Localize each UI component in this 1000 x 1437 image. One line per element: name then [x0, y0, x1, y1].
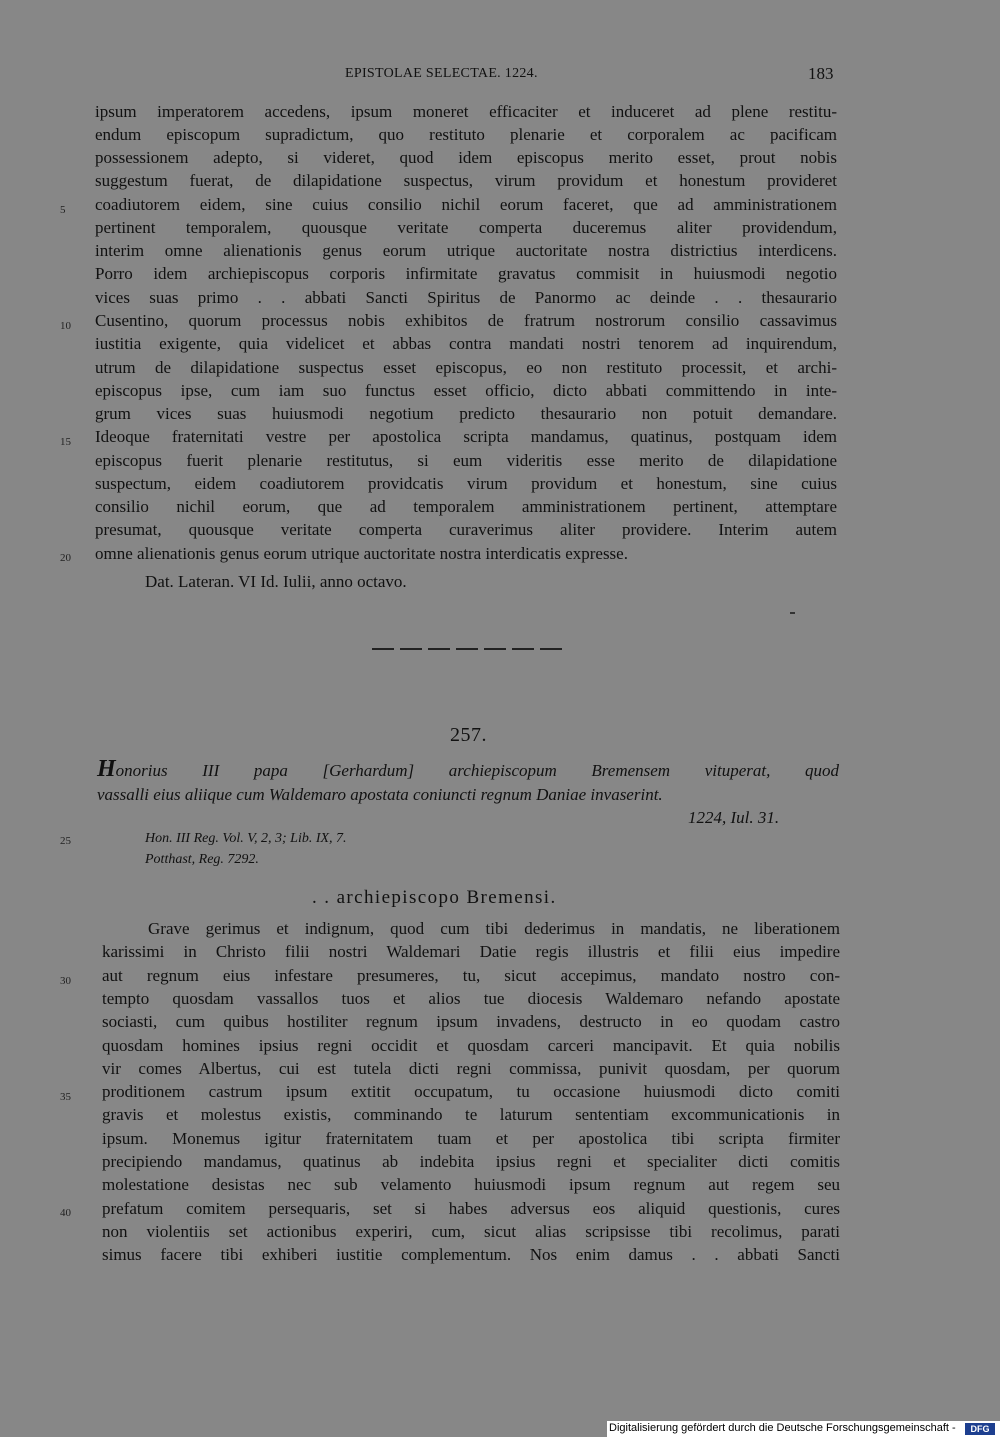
text-line: suspectum, eidem coadiutorem providcatis virum providum et honestum, sine cuius	[95, 474, 837, 493]
dfg-logo: DFG	[965, 1423, 995, 1435]
page-number: 183	[808, 64, 834, 83]
text-line: grum vices suas huiusmodi negotium predicto thesaurario non potuit demandare.	[95, 404, 837, 423]
text-line: tempto quosdam vassallos tuos et alios tue diocesis Waldemaro nefando apostate	[102, 989, 840, 1008]
text-line: coadiutorem eidem, sine cuius consilio nichil eorum faceret, que ad amministrationem	[95, 195, 837, 214]
source-reference: Potthast, Reg. 7292.	[145, 852, 259, 867]
margin-line-number: 20	[60, 552, 71, 564]
text-line: proditionem castrum ipsum extitit occupatum, tu occasione huiusmodi dicto comiti	[102, 1082, 840, 1101]
text-line: possessionem adepto, si videret, quod idem episcopus merito esset, prout nobis	[95, 148, 837, 167]
source-reference: Hon. III Reg. Vol. V, 2, 3; Lib. IX, 7.	[145, 831, 347, 846]
summary-date: 1224, Iul. 31.	[688, 808, 780, 827]
text-line: endum episcopum supradictum, quo restituto plenarie et corporalem ac pacificam	[95, 125, 837, 144]
running-header: EPISTOLAE SELECTAE. 1224.	[345, 66, 538, 81]
text-line: Cusentino, quorum processus nobis exhibitos de fratrum nostrorum consilio cassavimus	[95, 311, 837, 330]
text-line: presumat, quousque veritate comperta curaverimus aliter providere. Interim autem	[95, 520, 837, 539]
margin-line-number: 5	[60, 204, 66, 216]
text-line: quosdam homines ipsius regni occidit et quosdam carceri mancipavit. Et quia nobilis	[102, 1036, 840, 1055]
text-line: vir comes Albertus, cui est tutela dicti regni commissa, punivit quosdam, per quorum	[102, 1059, 840, 1078]
text-line: sociasti, cum quibus hostiliter regnum ipsum invadens, destructo in eo quodam castro	[102, 1012, 840, 1031]
text-line: non violentiis set actionibus experiri, cum, sicut alias scripsisse tibi recolimus, parati	[102, 1222, 840, 1241]
text-line: Ideoque fraternitati vestre per apostolica scripta mandamus, quatinus, postquam idem	[95, 427, 837, 446]
text-line: gravis et molestus existis, comminando te laturum sententiam excommunicationis in	[102, 1105, 840, 1124]
scan-speck	[790, 612, 795, 614]
margin-line-number: 40	[60, 1207, 71, 1219]
text-line: episcopus ipse, cum iam suo functus esset officio, dicto abbati committendo in inte-	[95, 381, 837, 400]
summary-initial: H	[97, 756, 116, 782]
text-line: suggestum fuerat, de dilapidatione suspectus, virum providum et honestum provideret	[95, 171, 837, 190]
margin-line-number: 30	[60, 975, 71, 987]
text-line: ipsum imperatorem accedens, ipsum moneret efficaciter et induceret ad plene restitu-	[95, 102, 837, 121]
letter-256-date: Dat. Lateran. VI Id. Iulii, anno octavo.	[145, 572, 407, 591]
text-line: ipsum. Monemus igitur fraternitatem tuam et per apostolica tibi scripta firmiter	[102, 1129, 840, 1148]
text-line: prefatum comitem persequaris, set si habes adversus eos aliquid questionis, cures	[102, 1199, 840, 1218]
text-line: omne alienationis genus eorum utrique auctoritate nostra interdicatis expresse.	[95, 544, 628, 563]
text-line: episcopus fuerit plenarie restitutus, si eum videritis esse merito de dilapidatione	[95, 451, 837, 470]
section-divider	[372, 648, 562, 650]
margin-line-number: 35	[60, 1091, 71, 1103]
text-line: Grave gerimus et indignum, quod cum tibi dederimus in mandatis, ne liberationem	[148, 919, 840, 938]
text-line: molestatione desistas nec sub velamento huiusmodi ipsum regnum aut regem seu	[102, 1175, 840, 1194]
text-line: precipiendo mandamus, quatinus ab indebita ipsius regni et specialiter dicti comitis	[102, 1152, 840, 1171]
text-line: pertinent temporalem, quousque veritate comperta duceremus aliter providendum,	[95, 218, 837, 237]
summary-text-1: onorius III papa [Gerhardum] archiepiscopum Bremensem vituperat, quod	[115, 761, 839, 780]
text-line: utrum de dilapidatione suspectus esset episcopus, eo non restituto processit, et archi-	[95, 358, 837, 377]
summary-line-2: vassalli eius aliique cum Waldemaro apostata coniuncti regnum Daniae invaserint.	[97, 785, 663, 804]
text-line: simus facere tibi exhiberi iustitie complementum. Nos enim damus . . abbati Sancti	[102, 1245, 840, 1264]
footer-credit: Digitalisierung gefördert durch die Deutsche Forschungsgemeinschaft -	[609, 1422, 956, 1434]
text-line: iustitia exigente, quia videlicet et abbas contra mandati nostri tenorem ad inquirendum,	[95, 334, 837, 353]
document-number: 257.	[450, 724, 487, 746]
text-line: consilio nichil eorum, que ad temporalem amministrationem pertinent, attemptare	[95, 497, 837, 516]
text-line: interim omne alienationis genus eorum utrique auctoritate nostra districtius interdicens.	[95, 241, 837, 260]
margin-line-number: 15	[60, 436, 71, 448]
margin-line-number: 25	[60, 835, 71, 847]
addressee: . . archiepiscopo Bremensi.	[312, 887, 557, 908]
text-line: aut regnum eius infestare presumeres, tu, sicut accepimus, mandato nostro con-	[102, 966, 840, 985]
text-line: Porro idem archiepiscopus corporis infirmitate gravatus commisit in huiusmodi negotio	[95, 264, 837, 283]
text-line: karissimi in Christo filii nostri Waldemari Datie regis illustris et filii eius impedire	[102, 942, 840, 961]
text-line: vices suas primo . . abbati Sancti Spiritus de Panormo ac deinde . . thesaurario	[95, 288, 837, 307]
summary-line-1	[97, 758, 839, 782]
margin-line-number: 10	[60, 320, 71, 332]
